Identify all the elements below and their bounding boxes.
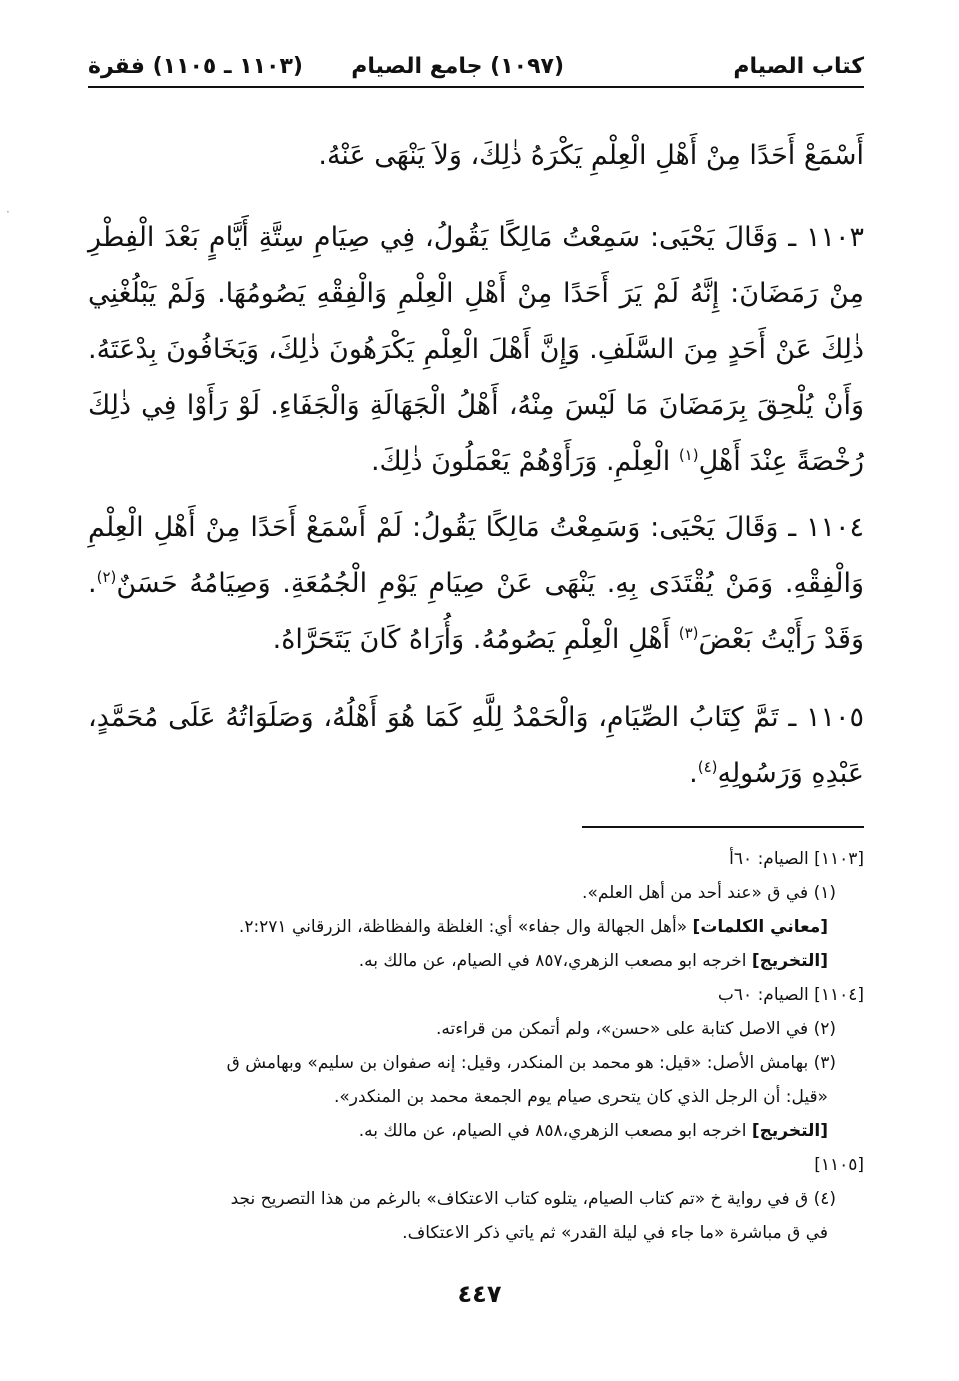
- paragraph-text: أَهْلِ الْعِلْمِ يَصُومُهُ. وَأُرَاهُ كَانَ يَتَحَرَّاهُ.: [272, 624, 679, 655]
- footnote-takhrij-1103: [88, 944, 864, 978]
- footnote-3-continued: «قيل: أن الرجل الذي كان يتحرى صيام يوم الجمعة محمد بن المنكدر».: [333, 1087, 828, 1107]
- footnote-label: [التخريج]: [751, 951, 828, 971]
- paragraph-text: ١١٠٣ ـ وَقَالَ يَحْيَى: سَمِعْتُ مَالِكًا يَقُولُ، فِي صِيَامِ سِتَّةِ أَيَّامٍ بَعْدَ الْفِطْرِ مِنْ رَمَضَانَ: إِنَّهُ لَمْ يَرَ أَحَدًا مِنْ أَهْلِ الْعِلْمِ وَالْفِقْهِ يَصُومُهَا. وَلَمْ يَبْلُغْنِي ذٰلِكَ عَنْ أَحَدٍ مِنَ السَّلَفِ. وَإِنَّ أَهْلَ الْعِلْمِ يَكْرَهُونَ ذٰلِكَ، وَيَخَافُونَ بِدْعَتَهُ. وَأَنْ يُلْحِقَ بِرَمَضَانَ مَا لَيْسَ مِنْهُ، أَهْلُ الْجَهَالَةِ وَالْجَفَاءِ. لَوْ رَأَوْا فِي ذٰلِكَ رُخْصَةً عِنْدَ أَهْلِ: [88, 222, 864, 477]
- footnote-takhrij-1104: [88, 1114, 864, 1148]
- paragraph-1103: [88, 210, 864, 490]
- footnote-label: [التخريج]: [751, 1121, 828, 1141]
- footnote-3: (٣) بهامش الأصل: «قيل: هو محمد بن المنكدر، وقيل: إنه صفوان بن سليم» وبهامش ق: [226, 1053, 836, 1073]
- footnote-marker: (١): [678, 446, 699, 464]
- footnote-label: [معاني الكلمات]: [692, 917, 828, 937]
- header-book-title: كتاب الصيام: [733, 54, 864, 79]
- paragraph-text: أَسْمَعْ أَحَدًا مِنْ أَهْلِ الْعِلْمِ يَكْرَهُ ذٰلِكَ، وَلاَ يَنْهَى عَنْهُ.: [318, 140, 864, 171]
- margin-mark: ·: [6, 205, 10, 219]
- footnote-1: (١) في ق «عند أحد من أهل العلم».: [582, 883, 836, 903]
- footnote-text: «أهل الجهالة وال جفاء» أي: الغلظة والفظاظة، الزرقاني ٢:٢٧١.: [238, 917, 693, 937]
- footnote-ref-1105: [١١٠٥]: [814, 1155, 864, 1175]
- page-number: ٤٤٧: [457, 1280, 502, 1308]
- footnote-marker: (٢): [96, 568, 117, 586]
- paragraph-text: الْعِلْمِ. وَرَأَوْهُمْ يَعْمَلُونَ ذٰلِكَ.: [370, 446, 679, 477]
- paragraph-1105: [88, 690, 864, 802]
- footnote-ref-1103: [١١٠٣] الصيام: ٦٠أ: [729, 849, 864, 869]
- paragraph-1104: [88, 500, 864, 668]
- paragraph-text: ١١٠٤ ـ وَقَالَ يَحْيَى: وَسَمِعْتُ مَالِكًا يَقُولُ: لَمْ أَسْمَعْ أَحَدًا مِنْ أَهْلِ الْعِلْمِ وَالْفِقْهِ. وَمَنْ يُقْتَدَى بِهِ. يَنْهَى عَنْ صِيَامِ يَوْمِ الْجُمُعَةِ. وَصِيَامُهُ حَسَنٌ: [88, 512, 864, 599]
- paragraph-text: . وَقَدْ رَأَيْتُ بَعْضَ: [88, 568, 864, 655]
- footnote-separator: [582, 826, 864, 828]
- footnote-4-continued: في ق مباشرة «ما جاء في ليلة القدر» ثم ياتي ذكر الاعتكاف.: [402, 1223, 828, 1243]
- paragraph-text: ١١٠٥ ـ تَمَّ كِتَابُ الصِّيَامِ، وَالْحَمْدُ لِلَّهِ كَمَا هُوَ أَهْلُهُ، وَصَلَوَاتُهُ عَلَى مُحَمَّدٍ، عَبْدِهِ وَرَسُولِهِ: [88, 702, 864, 789]
- header-chapter-title: (١٠٩٧) جامع الصيام: [351, 54, 564, 79]
- header-paragraph-range: (١١٠٣ ـ ١١٠٥) فقرة: [88, 54, 303, 79]
- footnote-marker: (٤): [697, 758, 718, 776]
- running-header: [88, 48, 864, 88]
- footnotes: [88, 842, 864, 1250]
- footnote-maani: [88, 910, 864, 944]
- footnote-4: (٤) ق في رواية خ «تم كتاب الصيام، يتلوه كتاب الاعتكاف» بالرغم من هذا التصريح نجد: [230, 1189, 836, 1209]
- footnote-ref-1104: [١١٠٤] الصيام: ٦٠ب: [717, 985, 864, 1005]
- footnote-2: (٢) في الاصل كتابة على «حسن»، ولم أتمكن من قراءته.: [436, 1019, 836, 1039]
- footnote-text: اخرجه ابو مصعب الزهري،٨٥٧ في الصيام، عن مالك به.: [358, 951, 752, 971]
- paragraph-text: .: [689, 758, 698, 789]
- paragraph-continued: [88, 128, 864, 184]
- footnote-text: اخرجه ابو مصعب الزهري،٨٥٨ في الصيام، عن مالك به.: [358, 1121, 752, 1141]
- footnote-marker: (٣): [678, 624, 699, 642]
